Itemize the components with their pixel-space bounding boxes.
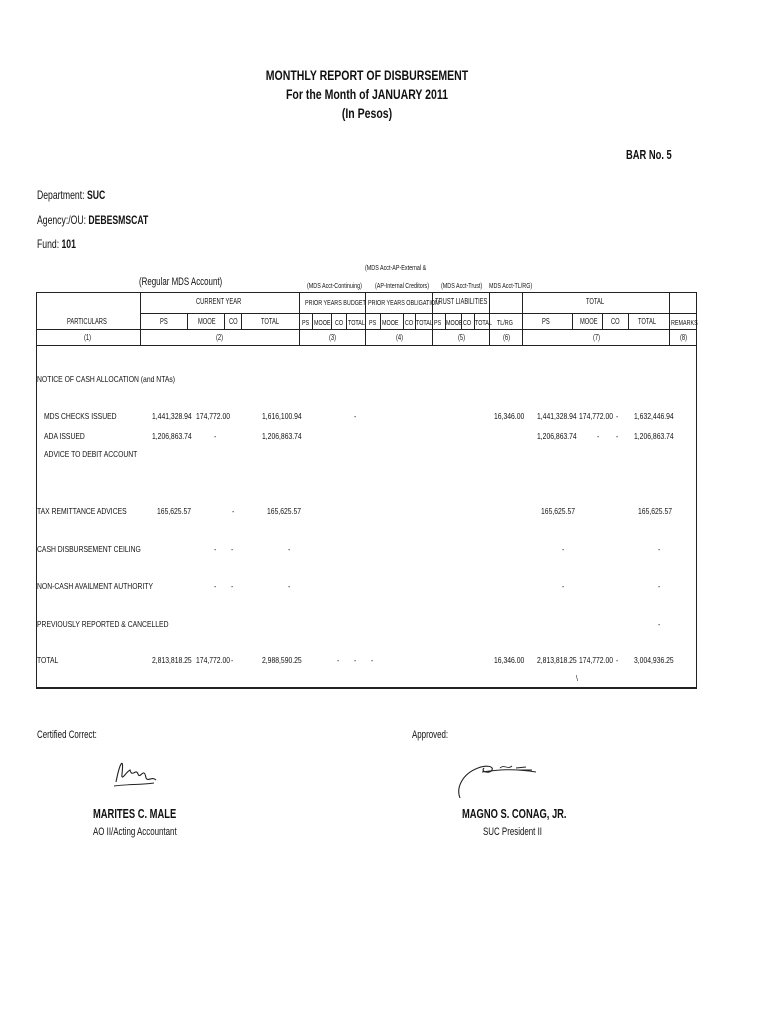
ada-tot-mooe: - [597, 431, 600, 441]
report-period: For the Month of JANUARY 2011 [285, 87, 449, 102]
cy-ps-heading: PS [160, 317, 168, 326]
certified-label: Certified Correct: [37, 729, 97, 741]
mds-mooe: 174,772.00 [196, 411, 231, 421]
ncaa-mooe: - [214, 581, 217, 591]
cdc-tot-ps: - [562, 544, 565, 554]
subcol-divider [241, 313, 242, 329]
table-bottom-border [36, 687, 697, 689]
table-top-border [36, 292, 697, 293]
right-signatory-name: MAGNO S. CONAG, JR. [462, 806, 567, 821]
stray-mark: \ [576, 673, 578, 683]
agency-value: DEBESMSCAT [88, 213, 149, 227]
cdc-tot-total: - [658, 544, 661, 554]
mds-tot-mooe: 174,772.00 [579, 411, 614, 421]
ncaa-tot-total: - [658, 581, 661, 591]
subcol-divider [224, 313, 225, 329]
po-total-heading: TOTAL [416, 318, 433, 327]
particulars-heading: PARTICULARS [67, 317, 107, 326]
tot-ps-heading: PS [542, 317, 550, 326]
cy-co-heading: CO [229, 317, 238, 326]
col-num-4: (4) [396, 333, 404, 342]
ada-ps: 1,206,863.74 [152, 431, 192, 441]
tra-tot-ps: 165,625.57 [541, 506, 576, 516]
col-num-1: (1) [84, 333, 92, 342]
col-num-3: (3) [329, 333, 337, 342]
ada-tot-co: - [616, 431, 619, 441]
ncaa-label: NON-CASH AVAILMENT AUTHORITY [37, 581, 153, 591]
mds-external-label: (MDS Acct-AP-External & [365, 263, 427, 272]
right-signatory-title: SUC President II [483, 826, 542, 838]
col-num-6: (6) [503, 333, 511, 342]
cdc-total: - [288, 544, 291, 554]
bar-number: BAR No. 5 [626, 147, 672, 162]
cy-mooe-heading: MOOE [198, 317, 216, 326]
total-tot-mooe: 174,772.00 [579, 655, 614, 665]
col-num-7: (7) [593, 333, 601, 342]
header-divider-2 [36, 329, 697, 330]
subcol-divider [331, 313, 332, 329]
col-divider [522, 292, 523, 345]
total-co: - [231, 655, 234, 665]
total-po-dash: - [371, 655, 374, 665]
prc-label: PREVIOUSLY REPORTED & CANCELLED [37, 619, 169, 629]
tl-total-heading: TOTAL [475, 318, 492, 327]
po-co-heading: CO [405, 318, 414, 327]
tot-mooe-heading: MOOE [580, 317, 598, 326]
total-tot-total: 3,004,936.25 [634, 655, 674, 665]
mds-tot-co: - [616, 411, 619, 421]
tlrg-heading: TL/RG [497, 318, 513, 327]
ncaa-tot-ps: - [562, 581, 565, 591]
col-divider [669, 292, 670, 345]
department-value: SUC [86, 188, 106, 202]
ada-total: 1,206,863.74 [262, 431, 302, 441]
tot-total-heading: TOTAL [638, 317, 657, 326]
tra-total: 165,625.57 [267, 506, 302, 516]
tra-mooe: - [232, 506, 235, 516]
department-label: Department: [37, 188, 85, 202]
tra-label: TAX REMITTANCE ADVICES [37, 506, 127, 516]
total-tot-ps: 2,813,818.25 [537, 655, 577, 665]
mds-trust-label: (MDS Acct-Trust) [441, 281, 483, 290]
mds-internal-label: (AP-Internal Creditors) [375, 281, 430, 290]
current-year-heading: CURRENT YEAR [196, 297, 242, 306]
mds-ps: 1,441,328.94 [152, 411, 192, 421]
subcol-divider [380, 313, 381, 329]
department-line [37, 188, 105, 202]
mds-total: 1,616,100.94 [262, 411, 302, 421]
ada-mooe: - [214, 431, 217, 441]
agency-label: Agency:/OU: [37, 213, 86, 227]
tl-mooe-heading: MOOE [446, 318, 463, 327]
col-num-8: (8) [680, 333, 688, 342]
table-left-border [36, 292, 37, 689]
ncaa-total: - [288, 581, 291, 591]
total-tot-co: - [616, 655, 619, 665]
subcol-divider [628, 313, 629, 329]
pb-ps-heading: PS [302, 318, 310, 327]
left-signatory-name: MARITES C. MALE [93, 806, 177, 821]
cdc-mooe: - [214, 544, 217, 554]
prior-budget-heading: PRIOR YEARS BUDGET [305, 298, 366, 307]
ada-label: ADA ISSUED [44, 431, 85, 441]
tl-ps-heading: PS [434, 318, 442, 327]
cdc-label: CASH DISBURSEMENT CEILING [37, 544, 141, 554]
mds-label: MDS CHECKS ISSUED [44, 411, 117, 421]
total-mooe: 174,772.00 [196, 655, 231, 665]
report-units: (In Pesos) [341, 106, 393, 121]
col-num-5: (5) [458, 333, 466, 342]
prior-obligation-heading: PRIOR YEARS OBLIGATION [368, 298, 439, 307]
tra-ps: 165,625.57 [157, 506, 192, 516]
total-label: TOTAL [37, 655, 59, 665]
ada-tot-total: 1,206,863.74 [634, 431, 674, 441]
mds-tot-ps: 1,441,328.94 [537, 411, 577, 421]
table-right-border [696, 292, 697, 689]
remarks-heading: REMARKS [671, 318, 698, 327]
pb-co-heading: CO [335, 318, 344, 327]
cy-total-heading: TOTAL [261, 317, 280, 326]
left-signature-icon [110, 752, 160, 792]
mds-continuing-label: (MDS Acct-Continuing) [307, 281, 362, 290]
total-tlrg: 16,346.00 [494, 655, 525, 665]
pb-mooe-heading: MOOE [314, 318, 331, 327]
total-pb-dash: - [337, 655, 340, 665]
left-signatory-title: AO II/Acting Accountant [93, 826, 177, 838]
col-divider [299, 292, 300, 345]
ncaa-co: - [231, 581, 234, 591]
pb-total-heading: TOTAL [348, 318, 365, 327]
subcol-divider [187, 313, 188, 329]
nca-label: NOTICE OF CASH ALLOCATION (and NTAs) [37, 374, 176, 384]
po-mooe-heading: MOOE [382, 318, 399, 327]
subcol-divider [572, 313, 573, 329]
subcol-divider [602, 313, 603, 329]
fund-line [37, 237, 76, 251]
col-divider [140, 292, 141, 345]
agency-line [37, 213, 148, 227]
tot-co-heading: CO [611, 317, 620, 326]
tra-tot-total: 165,625.57 [638, 506, 673, 516]
total-total: 2,988,590.25 [262, 655, 302, 665]
subcol-divider [312, 313, 313, 329]
right-signature-icon [452, 758, 542, 802]
fund-label: Fund: [37, 237, 60, 251]
report-title: MONTHLY REPORT OF DISBURSEMENT [265, 68, 469, 83]
mds-tlrg: 16,346.00 [494, 411, 525, 421]
mds-pb: - [354, 411, 357, 421]
adtda-label: ADVICE TO DEBIT ACCOUNT [44, 449, 138, 459]
total-group-heading: TOTAL [586, 297, 605, 306]
ada-tot-ps: 1,206,863.74 [537, 431, 577, 441]
cdc-co: - [231, 544, 234, 554]
subcol-divider [403, 313, 404, 329]
total-pb-dash-2: - [354, 655, 357, 665]
regular-mds-label: (Regular MDS Account) [139, 276, 223, 288]
total-ps: 2,813,818.25 [152, 655, 192, 665]
prc-tot-total: - [658, 619, 661, 629]
col-num-2: (2) [216, 333, 224, 342]
tl-co-heading: CO [463, 318, 472, 327]
subcol-divider [346, 313, 347, 329]
trust-liabilities-heading: TRUST LIABILITIES [435, 297, 488, 306]
approved-label: Approved: [412, 729, 449, 741]
fund-value: 101 [61, 237, 76, 251]
mds-tlrg-label: MDS Acct-TL/RG) [489, 281, 533, 290]
mds-tot-total: 1,632,446.94 [634, 411, 674, 421]
po-ps-heading: PS [369, 318, 377, 327]
header-bottom-border [36, 345, 697, 346]
